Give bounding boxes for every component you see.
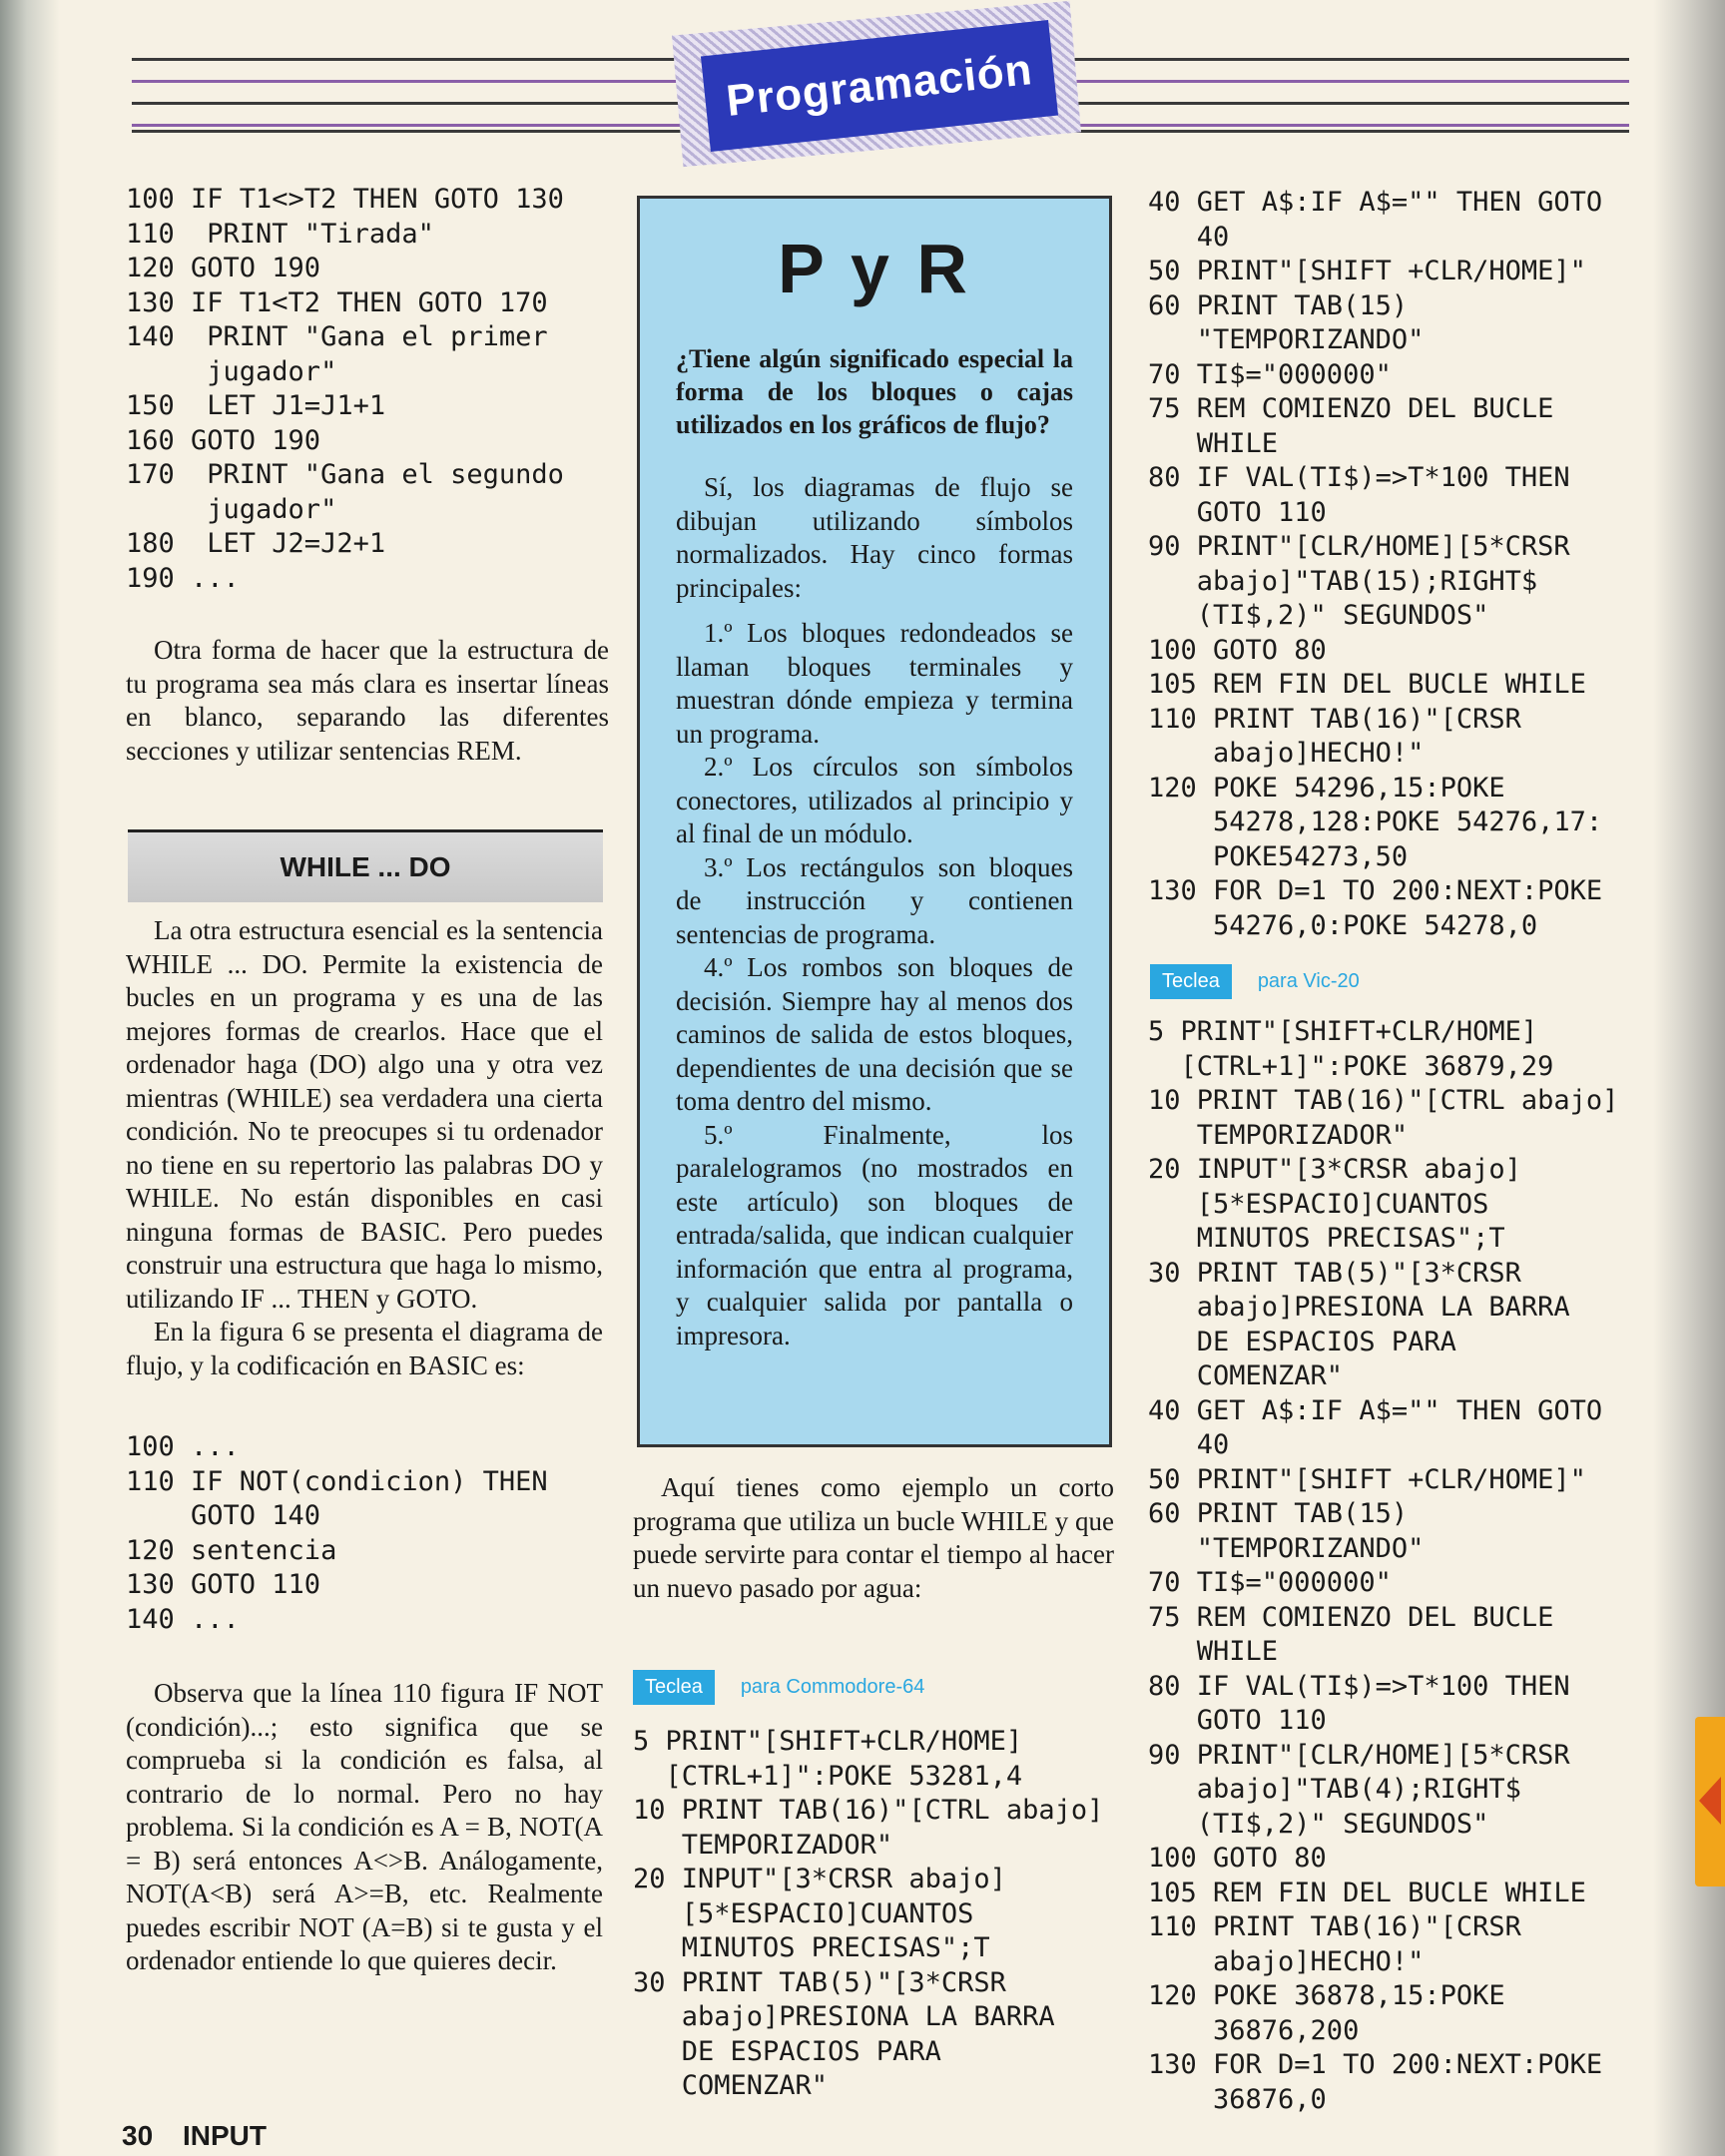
code-line: 110 PRINT "Tirada"	[126, 218, 434, 250]
pyr-answer-paragraph: 5.º Finalmente, los paralelogramos (no mostrados en este artículo) son bloques de entrada/salida, que indican cualquier información que entra al programa, y cualquier salida por pantalla o impresora.	[676, 1119, 1073, 1350]
left-column	[126, 183, 609, 768]
code-listing-tirada	[126, 183, 609, 596]
code-listing-c64	[633, 1725, 1103, 2104]
code-line: 110 IF NOT(condicion) THEN	[126, 1465, 548, 1497]
paragraph-while: La otra estructura esencial es la sentencia WHILE ... DO. Permite la existencia de bucles en un programa y es una de las mejores formas de crearlos. Hace que el ordenador haga (DO) algo una y otra vez mientras (WHILE) sea verdadera una cierta condición. No te preocupes si tu ordenador no tiene en su repertorio las palabras DO y WHILE. No están disponibles en casi ninguna formas de BASIC. Pero puedes construir una estructura que haga lo mismo, utilizando IF ... THEN y GOTO. En la figura 6 se presenta el diagrama de flujo, y la codificación en BASIC es:	[126, 915, 603, 1380]
code-line: 105 REM FIN DEL BUCLE WHILE	[1148, 1877, 1586, 1908]
code-line: 130 GOTO 110	[126, 1569, 321, 1600]
code-line: 30 PRINT TAB(5)"[3*CRSR	[633, 1966, 1006, 1998]
code-line: abajo]PRESIONA LA BARRA	[633, 2001, 1055, 2032]
code-line: abajo]"TAB(15);RIGHT$	[1148, 565, 1538, 597]
code-line: 140 ...	[126, 1603, 240, 1635]
code-line: 130 FOR D=1 TO 200:NEXT:POKE	[1148, 2049, 1603, 2080]
code-line: 140 PRINT "Gana el primer	[126, 321, 548, 352]
code-line: 90 PRINT"[CLR/HOME][5*CRSR	[1148, 1739, 1570, 1771]
paragraph-not: Observa que la línea 110 figura IF NOT (condición)...; esto significa que se comprueba si la condición es falsa, al contrario de lo normal. Pero no hay problema. Si la condición es A = B, NOT(A = B) será entonces A<>B. Análogamente, NOT(A<B) será A>=B, etc. Realmente puedes escribir NOT (A=B) si te gusta y el ordenador entiende lo que quieres decir.	[126, 1678, 603, 1975]
pyr-box	[637, 196, 1112, 1447]
page-number: 30	[122, 2120, 154, 2151]
page-tab-marker	[1695, 1717, 1725, 1886]
code-line: 30 PRINT TAB(5)"[3*CRSR	[1148, 1257, 1521, 1289]
code-line: 100 IF T1<>T2 THEN GOTO 130	[126, 184, 564, 215]
code-line: 60 PRINT TAB(15)	[1148, 1498, 1409, 1529]
code-line: 40 GET A$:IF A$="" THEN GOTO	[1148, 1394, 1603, 1426]
code-line: 50 PRINT"[SHIFT +CLR/HOME]"	[1148, 1463, 1586, 1495]
code-line: (TI$,2)" SEGUNDOS"	[1148, 1808, 1489, 1840]
code-line: 70 TI$="000000"	[1148, 358, 1392, 390]
code-line: 100 ...	[126, 1431, 240, 1462]
paragraph-structure: Otra forma de hacer que la estructura de tu programa sea más clara es insertar líneas en blanco, separando las diferentes secciones y utilizar sentencias REM.	[126, 635, 609, 766]
pyr-answer	[676, 471, 1073, 1352]
code-line: 100 GOTO 80	[1148, 634, 1327, 666]
pyr-answer-paragraph: 1.º Los bloques redondeados se llaman bloques terminales y muestran dónde empieza y termina un programa.	[676, 618, 1073, 749]
code-line: DE ESPACIOS PARA	[633, 2035, 941, 2067]
code-line: 5 PRINT"[SHIFT+CLR/HOME]	[1148, 1016, 1538, 1047]
code-line: 90 PRINT"[CLR/HOME][5*CRSR	[1148, 531, 1570, 562]
code-line: 120 POKE 54296,15:POKE	[1148, 772, 1505, 804]
page-shadow-left	[0, 0, 60, 2156]
teclea-target: para Commodore-64	[740, 1676, 925, 1698]
teclea-target: para Vic-20	[1257, 970, 1360, 992]
left-column-while	[126, 914, 603, 1978]
code-line: abajo]"TAB(4);RIGHT$	[1148, 1774, 1521, 1805]
pyr-question: ¿Tiene algún significado especial la forma de los bloques o cajas utilizados en los gráficos de flujo?	[676, 344, 1073, 439]
code-line: COMENZAR"	[633, 2070, 829, 2101]
code-line: 54278,128:POKE 54276,17:	[1148, 807, 1603, 837]
teclea-c64	[633, 1670, 924, 1705]
code-line: 20 INPUT"[3*CRSR abajo]	[633, 1864, 1006, 1894]
code-line: 160 GOTO 190	[126, 424, 321, 456]
pyr-answer-paragraph: 2.º Los círculos son símbolos conectores, utilizados al principio y al final de un módulo.	[676, 752, 1073, 848]
paragraph-example: Aquí tienes como ejemplo un corto programa que utiliza un bucle WHILE y que puede servirte para contar el tiempo al hacer un nuevo pasado por agua:	[633, 1472, 1114, 1603]
code-line: POKE54273,50	[1148, 840, 1409, 872]
code-line: (TI$,2)" SEGUNDOS"	[1148, 600, 1489, 631]
code-line: 75 REM COMIENZO DEL BUCLE	[1148, 393, 1554, 424]
code-line: 190 ...	[126, 562, 240, 594]
code-line: TEMPORIZADOR"	[633, 1829, 893, 1861]
code-line: 80 IF VAL(TI$)=>T*100 THEN	[1148, 1670, 1570, 1702]
code-line: 54276,0:POKE 54278,0	[1148, 909, 1538, 941]
section-title: Programación	[724, 45, 1035, 126]
code-line: abajo]HECHO!"	[1148, 1945, 1425, 1977]
code-line: jugador"	[126, 355, 337, 387]
code-line: [CTRL+1]":POKE 53281,4	[633, 1760, 1023, 1792]
pyr-answer-paragraph: 3.º Los rectángulos son bloques de instrucción y contienen sentencias de programa.	[676, 851, 1073, 949]
code-line: 180 LET J2=J2+1	[126, 528, 386, 559]
code-line: 10 PRINT TAB(16)"[CTRL abajo]	[1148, 1085, 1619, 1116]
code-line: "TEMPORIZANDO"	[1148, 1532, 1425, 1564]
code-line: 105 REM FIN DEL BUCLE WHILE	[1148, 669, 1586, 700]
pyr-answer-paragraph: Sí, los diagramas de flujo se dibujan utilizando símbolos normalizados. Hay cinco formas principales:	[676, 472, 1073, 603]
code-line: 60 PRINT TAB(15)	[1148, 289, 1409, 321]
code-line: 70 TI$="000000"	[1148, 1567, 1392, 1598]
code-line: 100 GOTO 80	[1148, 1843, 1327, 1874]
code-line: 40 GET A$:IF A$="" THEN GOTO	[1148, 187, 1603, 218]
pyr-answer-paragraph: 4.º Los rombos son bloques de decisión. Siempre hay al menos dos caminos de salida de estos bloques, dependientes de una decisión que se toma dentro del mismo.	[676, 952, 1073, 1116]
code-listing-vic20	[1148, 1015, 1618, 2117]
code-line: 120 GOTO 190	[126, 253, 321, 283]
code-listing-c64-cont	[1148, 186, 1602, 943]
code-line: TEMPORIZADOR"	[1148, 1119, 1409, 1151]
code-line: abajo]PRESIONA LA BARRA	[1148, 1292, 1570, 1323]
code-line: 40	[1148, 1429, 1230, 1460]
code-line: 20 INPUT"[3*CRSR abajo]	[1148, 1154, 1521, 1185]
code-line: 150 LET J1=J1+1	[126, 390, 386, 421]
while-do-heading: WHILE ... DO	[128, 829, 603, 902]
teclea-vic20	[1150, 964, 1360, 999]
code-line: 130 IF T1<T2 THEN GOTO 170	[126, 286, 548, 318]
code-line: GOTO 110	[1148, 496, 1327, 528]
code-line: 10 PRINT TAB(16)"[CTRL abajo]	[633, 1795, 1104, 1826]
middle-column	[633, 1471, 1114, 1605]
code-line: 170 PRINT "Gana el segundo	[126, 459, 564, 490]
code-line: 130 FOR D=1 TO 200:NEXT:POKE	[1148, 875, 1603, 906]
code-line: 120 sentencia	[126, 1534, 337, 1566]
code-line: MINUTOS PRECISAS";T	[1148, 1223, 1505, 1254]
code-line: 110 PRINT TAB(16)"[CRSR	[1148, 1911, 1521, 1942]
code-listing-while	[126, 1430, 603, 1637]
code-line: 110 PRINT TAB(16)"[CRSR	[1148, 703, 1521, 735]
code-line: 40	[1148, 221, 1230, 253]
teclea-tag: Teclea	[1150, 964, 1232, 999]
code-line: 75 REM COMIENZO DEL BUCLE	[1148, 1601, 1554, 1633]
code-line: GOTO 110	[1148, 1705, 1327, 1736]
code-line: [CTRL+1]":POKE 36879,29	[1148, 1050, 1554, 1082]
code-line: 36876,200	[1148, 2014, 1360, 2046]
code-line: 36876,0	[1148, 2083, 1327, 2115]
pyr-title: P y R	[778, 230, 971, 307]
code-line: 5 PRINT"[SHIFT+CLR/HOME]	[633, 1726, 1023, 1757]
code-line: 80 IF VAL(TI$)=>T*100 THEN	[1148, 462, 1570, 493]
code-line: DE ESPACIOS PARA	[1148, 1326, 1456, 1357]
code-line: abajo]HECHO!"	[1148, 738, 1425, 769]
code-line: jugador"	[126, 493, 337, 525]
code-line: 120 POKE 36878,15:POKE	[1148, 1980, 1505, 2011]
code-line: WHILE	[1148, 427, 1279, 459]
code-line: GOTO 140	[126, 1500, 321, 1531]
code-line: "TEMPORIZANDO"	[1148, 324, 1425, 355]
code-line: [5*ESPACIO]CUANTOS	[1148, 1188, 1489, 1220]
code-line: 50 PRINT"[SHIFT +CLR/HOME]"	[1148, 256, 1586, 286]
code-line: [5*ESPACIO]CUANTOS	[633, 1897, 974, 1929]
page-footer	[122, 2120, 267, 2152]
code-line: WHILE	[1148, 1636, 1279, 1667]
code-line: MINUTOS PRECISAS";T	[633, 1932, 990, 1963]
magazine-name: INPUT	[182, 2120, 267, 2151]
teclea-tag: Teclea	[633, 1670, 715, 1705]
code-line: COMENZAR"	[1148, 1360, 1344, 1391]
